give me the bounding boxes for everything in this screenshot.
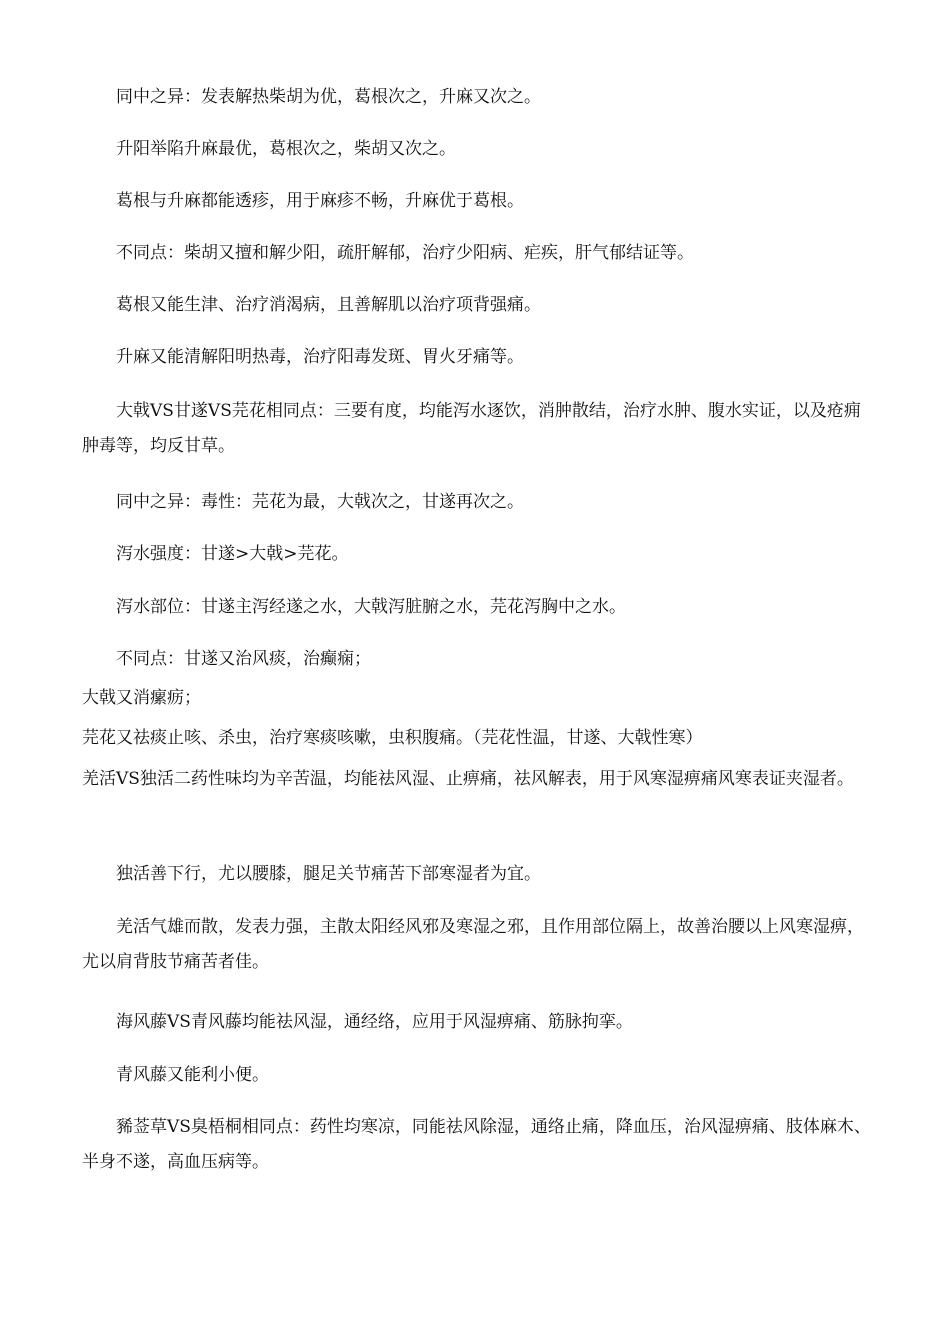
paragraph: 独活善下行，尤以腰膝，腿足关节痛苦下部寒湿者为宜。	[116, 864, 541, 884]
paragraph: 泻水强度：甘遂>大戟>芫花。	[116, 544, 349, 564]
paragraph: 羌活气雄而散，发表力强，主散太阳经风邪及寒湿之邪，且作用部位隔上，故善治腰以上风寒湿痹，尤以肩背肢节痛苦者佳。	[82, 917, 864, 972]
paragraph: 升阳举陷升麻最优，葛根次之，柴胡又次之。	[116, 139, 456, 159]
paragraph: 同中之异：发表解热柴胡为优，葛根次之，升麻又次之。	[116, 87, 541, 107]
paragraph: 大戟VS甘遂VS芫花相同点：三要有度，均能泻水逐饮，消肿散结，治疗水肿、腹水实证，以及疮痈肿毒等，均反甘草。	[82, 401, 861, 456]
paragraph: 葛根又能生津、治疗消渴病，且善解肌以治疗项背强痛。	[116, 295, 541, 315]
paragraph: 不同点：柴胡又擅和解少阳，疏肝解郁，治疗少阳病、疟疾，肝气郁结证等。	[116, 243, 694, 263]
paragraph: 海风藤VS青风藤均能祛风湿，通经络，应用于风湿痹痛、筋脉拘挛。	[116, 1012, 633, 1032]
paragraph: 不同点：甘遂又治风痰，治癫痫；	[116, 649, 371, 669]
paragraph: 豨莶草VS臭梧桐相同点：药性均寒凉，同能祛风除湿，通络止痛，降血压，治风湿痹痛、肢体麻木、半身不遂，高血压病等。	[82, 1117, 871, 1172]
paragraph: 青风藤又能利小便。	[116, 1065, 269, 1085]
paragraph: 同中之异：毒性：芫花为最，大戟次之，甘遂再次之。	[116, 492, 524, 512]
paragraph: 大戟又消瘰疬；	[82, 688, 201, 708]
paragraph: 泻水部位：甘遂主泻经遂之水，大戟泻脏腑之水，芫花泻胸中之水。	[116, 597, 626, 617]
paragraph: 芫花又祛痰止咳、杀虫，治疗寒痰咳嗽，虫积腹痛。（芫花性温，甘遂、大戟性寒）	[82, 728, 703, 748]
paragraph: 羌活VS独活二药性味均为辛苦温，均能祛风湿、止痹痛，祛风解表，用于风寒湿痹痛风寒表证夹湿者。	[82, 769, 854, 789]
paragraph: 葛根与升麻都能透疹，用于麻疹不畅，升麻优于葛根。	[116, 191, 524, 211]
paragraph: 升麻又能清解阳明热毒，治疗阳毒发斑、胃火牙痛等。	[116, 347, 524, 367]
